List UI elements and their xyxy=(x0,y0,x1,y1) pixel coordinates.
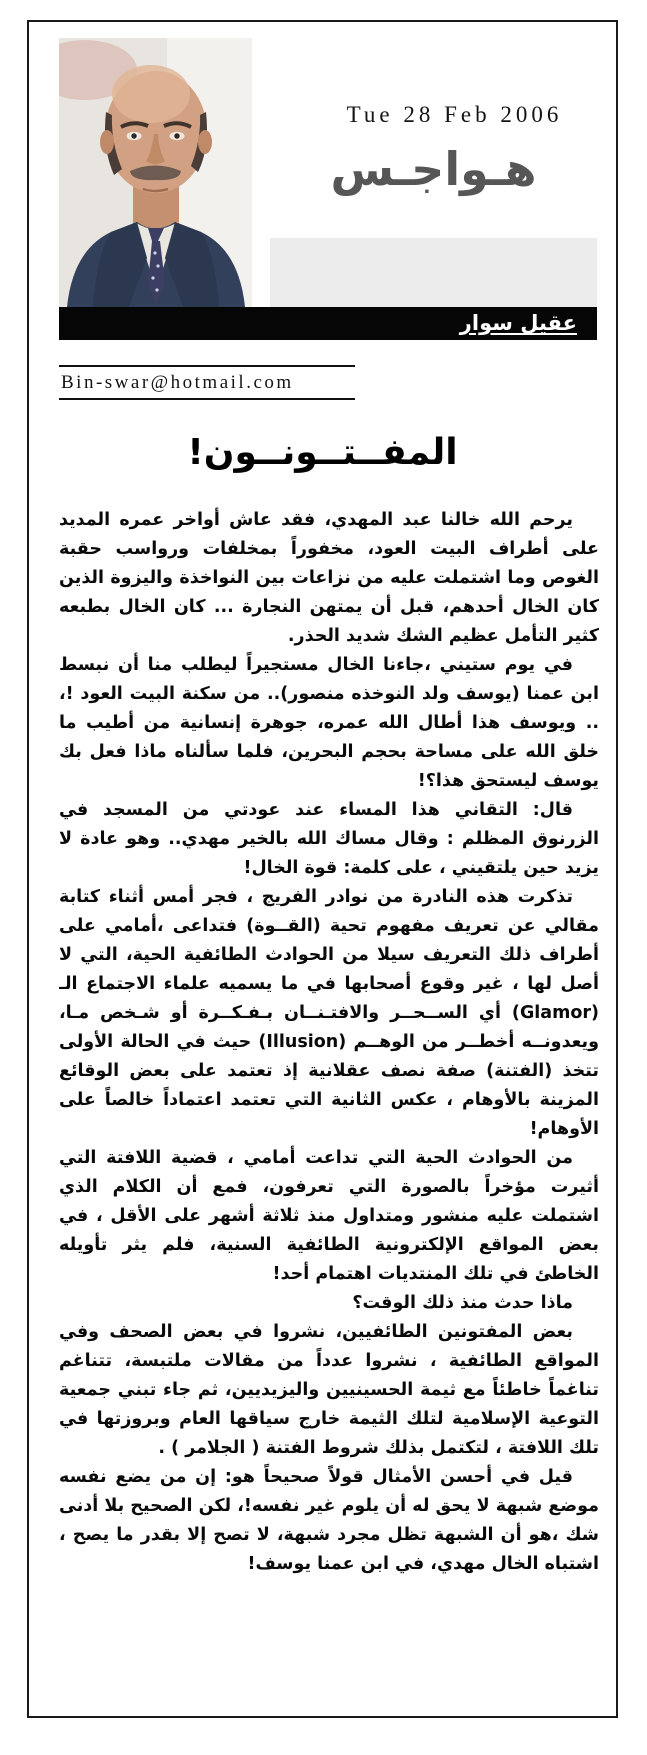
paragraph-4: تذكرت هذه النادرة من نوادر الفريج ، فجر أمس أثناء كتابة مقالي عن تعريف مفهوم تحية (القــوة) فتداعى ،أمامي على أطراف ذلك التعريف سيلا من الحوادث الطائفية الحية، التي لا أصل لها ، غير وقوع أصحابها في ما يسميه علماء الاجتماع الـ (Glamor) أي الســحــر والافتـنــان بـفـكــرة أو شـخص مـا، ويعدونــه أخطــر من الوهــم (Illusion) حيث في الحالة الأولى تتخذ (الفتنة) صفة نصف عقلانية إذ تعتمد على بعض الوقائع المزينة بالأوهام ، عكس الثانية التي تعتمد اعتماداً خالصاً على الأوهام! xyxy=(59,887,599,1139)
article-title: المفــتــونــون! xyxy=(187,432,458,473)
article-frame xyxy=(27,20,618,1718)
author-name: عقيل سوار xyxy=(459,311,577,335)
paragraph-7: بعض المفتونين الطائفيين، نشروا في بعض الصحف وفي المواقع الطائفية ، نشروا عدداً من مقالات ملتبسة، تتناغم تناغماً خاطئاً مع ثيمة الحسينيين واليزيديين، ثم جاء تبني جمعية التوعية الإسلامية لتلك الثيمة خارج سياقها العام وبروزتها في تلك اللافتة ، لتكتمل بذلك شروط الفتنة ( الجلامر ) . xyxy=(59,1322,599,1458)
author-bar xyxy=(59,307,597,340)
article-body xyxy=(59,506,599,1579)
header-gray-panel xyxy=(270,238,597,307)
paragraph-1: يرحم الله خالنا عبد المهدي، فقد عاش أواخر عمره المديد على أطراف البيت العود، مخفوراً بمخلفات ورواسب حقبة الغوص وما اشتملت عليه من نزاعات بين النواخذة واليزوة الذين كان الخال أحدهم، قبل أن يمتهن النجارة ... كان الخال بطبعه كثير التأمل عظيم الشك شديد الحذر. xyxy=(59,510,599,646)
column-title: هـواجـس xyxy=(330,142,537,196)
paragraph-3: قال: التقاني هذا المساء عند عودتي من المسجد في الزرنوق المظلم : وقال مساك الله بالخير مهدي.. وهو عادة لا يزيد حين يلتقيني ، على كلمة: قوة الخال! xyxy=(59,800,599,878)
publication-date: Tue 28 Feb 2006 xyxy=(346,102,563,127)
email-link[interactable]: Bin-swar@hotmail.com xyxy=(61,372,294,393)
paragraph-5: من الحوادث الحية التي تداعت أمامي ، قضية اللافتة التي أثيرت مؤخراً بالصورة التي تعرفون، فمع أن الكلام الذي اشتملت عليه منشور ومتداول منذ ثلاثة أشهر على الأقل ، في بعض المواقع الإلكترونية الطائفية السنية، فلم يثر تأويله الخاطئ في تلك المنتديات اهتمام أحد! xyxy=(59,1148,599,1284)
author-photo xyxy=(59,38,252,307)
email-box xyxy=(59,365,355,400)
author-portrait-illustration xyxy=(59,38,252,307)
paragraph-2: في يوم ستيني ،جاءنا الخال مستجيراً ليطلب منا أن نبسط ابن عمنا (يوسف ولد النوخذه منصور).. من سكنة البيت العود !، .. ويوسف هذا أطال الله عمره، جوهرة إنسانية من أطيب ما خلق الله على مساحة بحجم البحرين، فلما سألناه ماذا فعل بك يوسف ليستحق هذا؟! xyxy=(59,655,599,791)
paragraph-8: قيل في أحسن الأمثال قولاً صحيحاً هو: إن من يضع نفسه موضع شبهة لا يحق له أن يلوم غير نفسه!، لكن الصحيح بلا أدنى شك ،هو أن الشبهة تظل مجرد شبهة، لا تصح إلا بقدر ما يصح ، اشتباه الخال مهدي، في ابن عمنا يوسف! xyxy=(59,1467,599,1574)
paragraph-6: ماذا حدث منذ ذلك الوقت؟ xyxy=(352,1293,573,1313)
